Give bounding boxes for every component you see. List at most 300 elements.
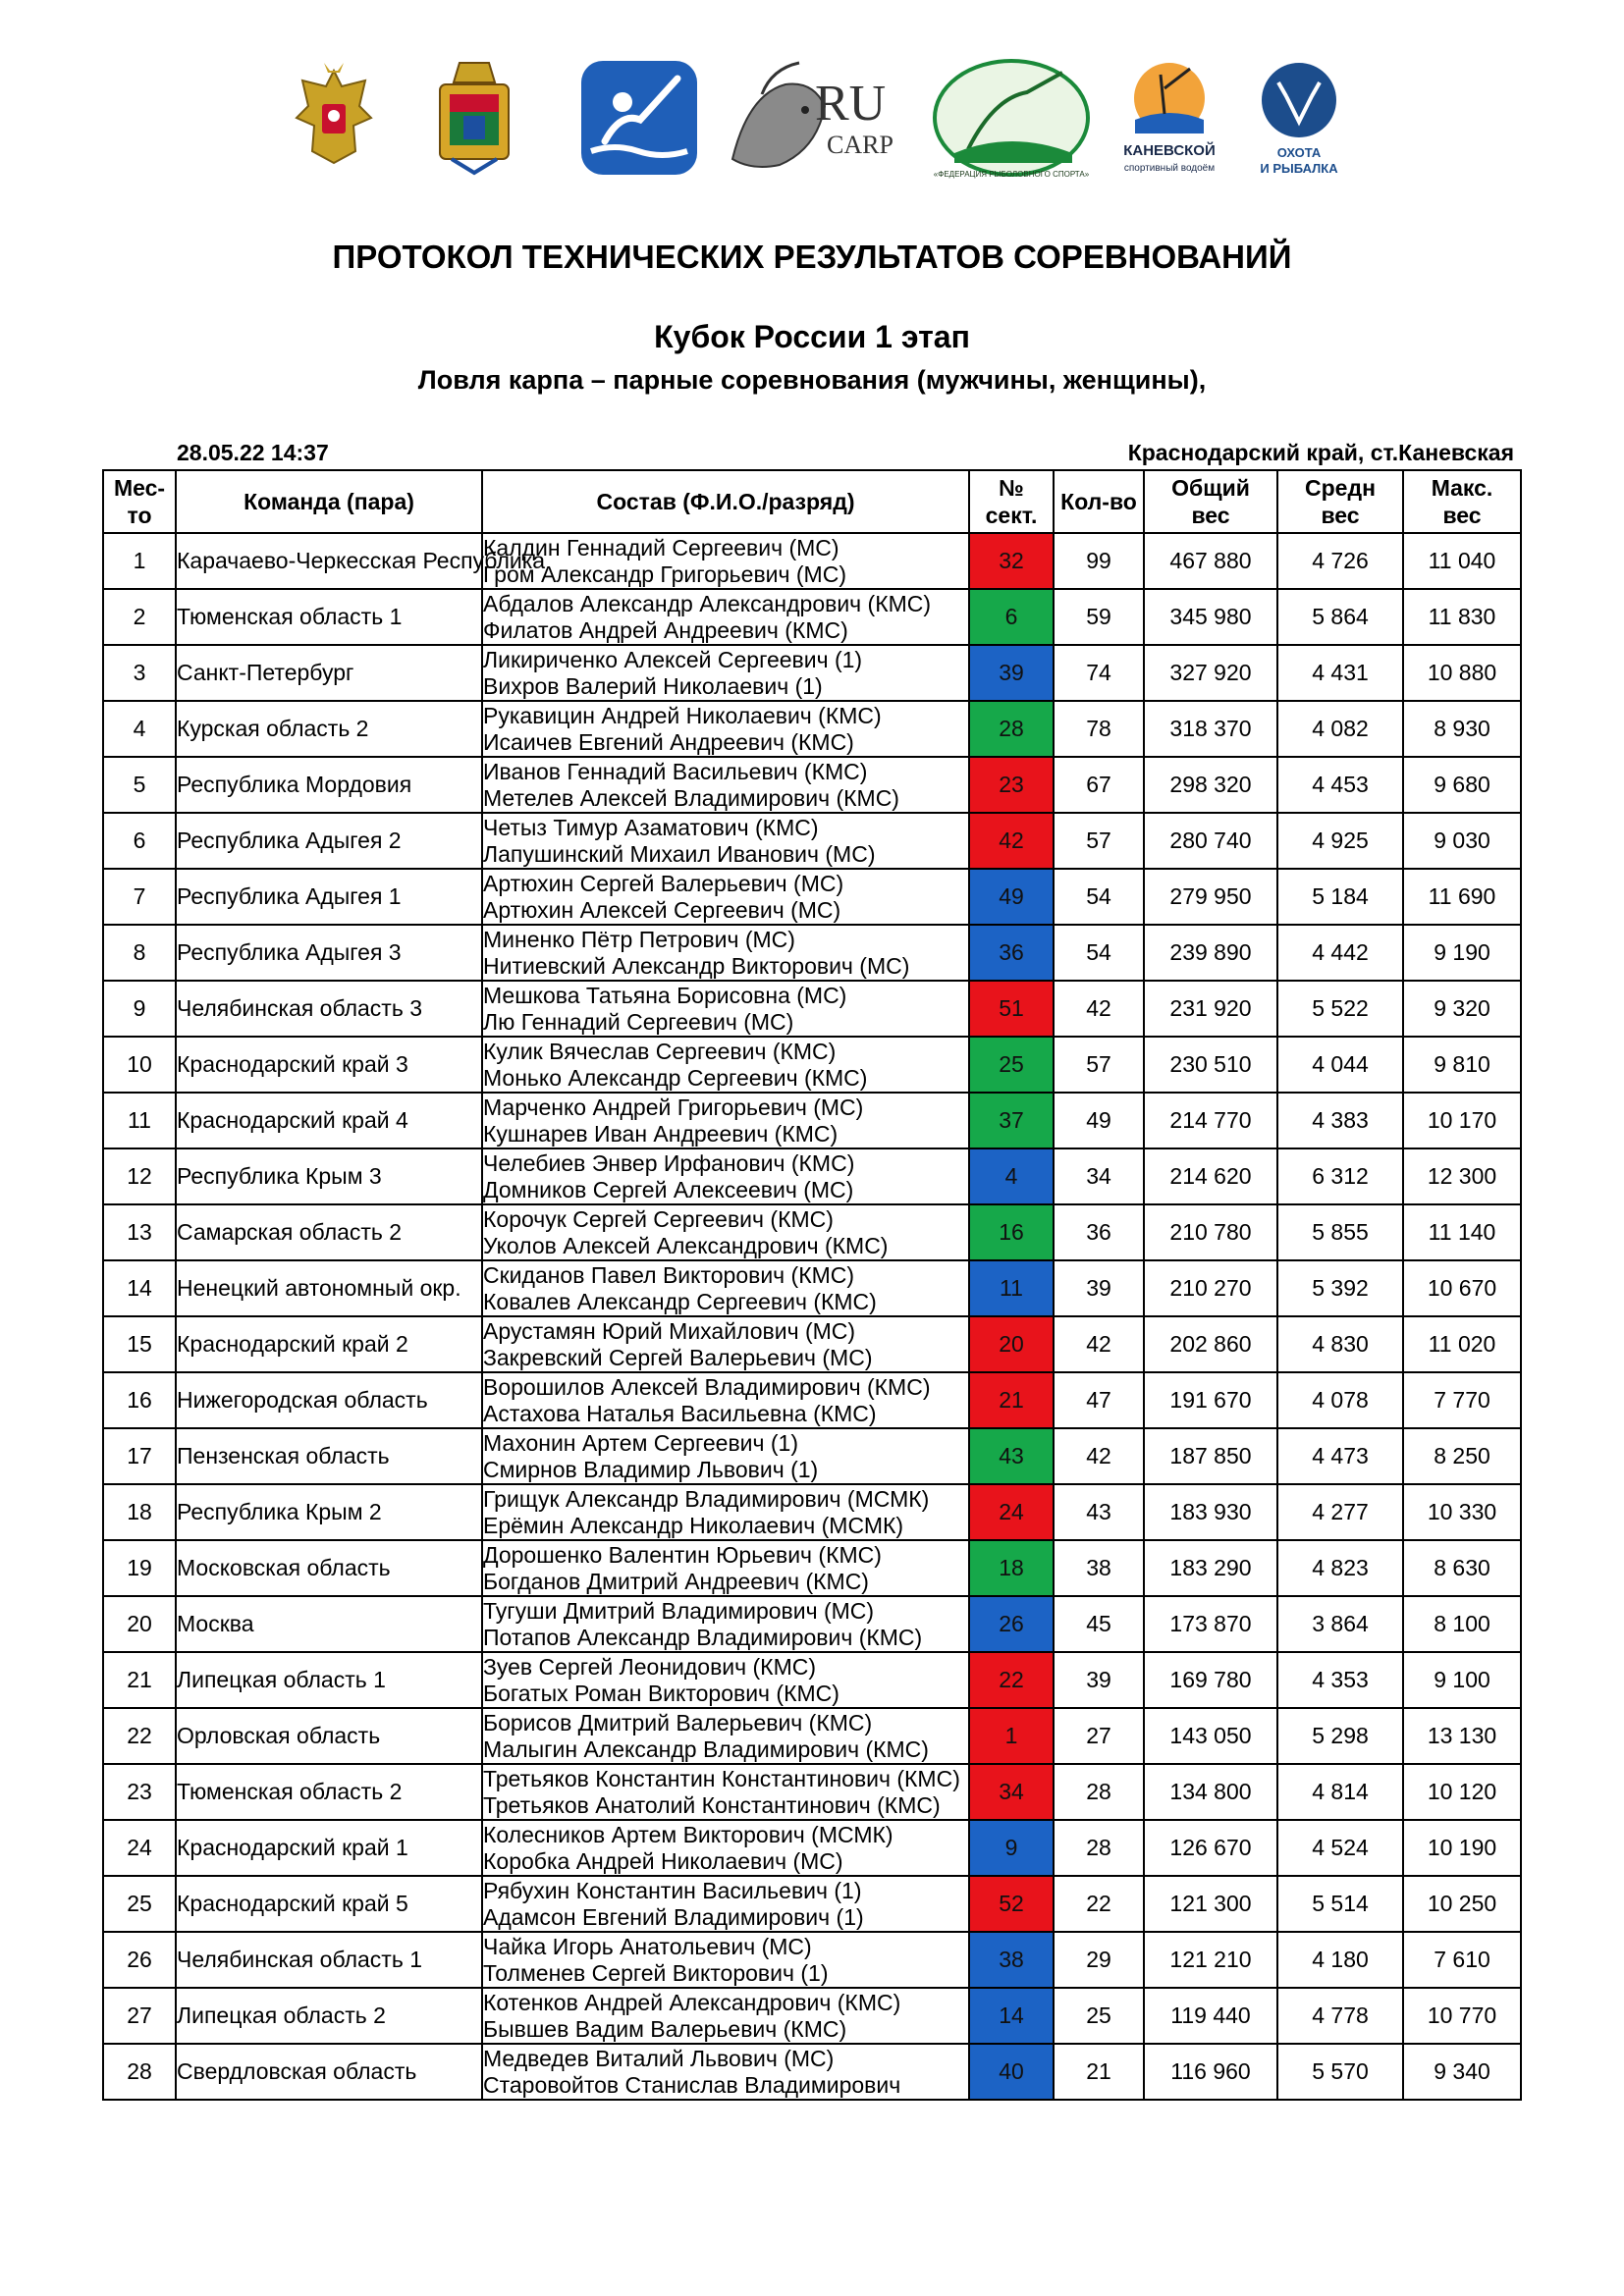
cell-team: Челябинская область 3: [176, 981, 482, 1037]
hunting-title: ОХОТА: [1276, 145, 1322, 160]
cell-max-weight: 7 770: [1403, 1372, 1521, 1428]
cell-avg-weight: 5 514: [1277, 1876, 1403, 1932]
cell-total-weight: 298 320: [1144, 757, 1277, 813]
cell-count: 36: [1054, 1204, 1144, 1260]
table-row: [103, 1037, 1521, 1093]
cell-sector: 40: [969, 2044, 1054, 2100]
cell-max-weight: 11 140: [1403, 1204, 1521, 1260]
cell-count: 78: [1054, 701, 1144, 757]
member-1: Колесников Артем Викторович (МСМК): [483, 1821, 893, 1847]
cell-place: 8: [103, 925, 176, 981]
federation-logo: [925, 55, 1098, 183]
table-row: [103, 1093, 1521, 1148]
cell-total-weight: 280 740: [1144, 813, 1277, 869]
cell-count: 22: [1054, 1876, 1144, 1932]
cell-members: [482, 1484, 969, 1540]
cell-max-weight: 12 300: [1403, 1148, 1521, 1204]
cell-total-weight: 191 670: [1144, 1372, 1277, 1428]
cell-avg-weight: 4 524: [1277, 1820, 1403, 1876]
cell-count: 21: [1054, 2044, 1144, 2100]
table-row: [103, 1988, 1521, 2044]
cell-count: 38: [1054, 1540, 1144, 1596]
cell-max-weight: 11 020: [1403, 1316, 1521, 1372]
cell-sector: 38: [969, 1932, 1054, 1988]
member-1: Скиданов Павел Викторович (КМС): [483, 1261, 855, 1288]
cell-place: 10: [103, 1037, 176, 1093]
cell-sector: 37: [969, 1093, 1054, 1148]
cell-count: 45: [1054, 1596, 1144, 1652]
cell-avg-weight: 4 044: [1277, 1037, 1403, 1093]
cell-place: 7: [103, 869, 176, 925]
cell-avg-weight: 5 570: [1277, 2044, 1403, 2100]
cell-count: 29: [1054, 1932, 1144, 1988]
cell-place: 22: [103, 1708, 176, 1764]
cell-members: [482, 1652, 969, 1708]
document-title: ПРОТОКОЛ ТЕХНИЧЕСКИХ РЕЗУЛЬТАТОВ СОРЕВНОВАНИЙ: [332, 239, 1292, 275]
hunting-fishing-logo: [1247, 61, 1351, 179]
member-1: Третьяков Константин Константинович (КМС): [483, 1765, 960, 1791]
cell-count: 39: [1054, 1260, 1144, 1316]
cell-sector: 22: [969, 1652, 1054, 1708]
header-sector: № сект.: [969, 470, 1054, 533]
cell-sector: 24: [969, 1484, 1054, 1540]
cell-sector: 52: [969, 1876, 1054, 1932]
cell-members: [482, 981, 969, 1037]
cell-sector: 21: [969, 1372, 1054, 1428]
cell-members: [482, 869, 969, 925]
cell-avg-weight: 4 814: [1277, 1764, 1403, 1820]
member-1: Калдин Геннадий Сергеевич (МС): [483, 534, 839, 561]
cell-place: 18: [103, 1484, 176, 1540]
table-row: [103, 1260, 1521, 1316]
cell-total-weight: 214 770: [1144, 1093, 1277, 1148]
cell-place: 13: [103, 1204, 176, 1260]
member-2: Закревский Сергей Валерьевич (МС): [483, 1344, 873, 1370]
cell-place: 21: [103, 1652, 176, 1708]
member-1: Корочук Сергей Сергеевич (КМС): [483, 1205, 834, 1232]
cell-place: 20: [103, 1596, 176, 1652]
cell-max-weight: 11 040: [1403, 533, 1521, 589]
member-1: Зуев Сергей Леонидович (КМС): [483, 1653, 817, 1680]
cell-avg-weight: 4 473: [1277, 1428, 1403, 1484]
member-2: Толменев Сергей Викторович (1): [483, 1959, 829, 1986]
member-2: Филатов Андрей Андреевич (КМС): [483, 616, 848, 643]
member-2: Метелев Алексей Владимирович (КМС): [483, 784, 899, 811]
cell-count: 28: [1054, 1764, 1144, 1820]
kanevskoy-subtitle: спортивный водоём: [1123, 163, 1216, 174]
cell-count: 67: [1054, 757, 1144, 813]
cell-place: 5: [103, 757, 176, 813]
cell-count: 54: [1054, 925, 1144, 981]
cell-place: 16: [103, 1372, 176, 1428]
cell-sector: 51: [969, 981, 1054, 1037]
member-1: Дорошенко Валентин Юрьевич (КМС): [483, 1541, 882, 1568]
cell-sector: 20: [969, 1316, 1054, 1372]
kanevskoy-logo: [1115, 61, 1223, 179]
cell-avg-weight: 5 392: [1277, 1260, 1403, 1316]
cell-sector: 16: [969, 1204, 1054, 1260]
cell-team: Тюменская область 2: [176, 1764, 482, 1820]
cell-sector: 23: [969, 757, 1054, 813]
cell-total-weight: 121 300: [1144, 1876, 1277, 1932]
table-row: [103, 1820, 1521, 1876]
cell-total-weight: 169 780: [1144, 1652, 1277, 1708]
cell-count: 49: [1054, 1093, 1144, 1148]
cell-team: Санкт-Петербург: [176, 645, 482, 701]
member-2: Домников Сергей Алексеевич (МС): [483, 1176, 854, 1202]
cell-team: Нижегородская область: [176, 1372, 482, 1428]
cell-sector: 9: [969, 1820, 1054, 1876]
cell-avg-weight: 5 184: [1277, 869, 1403, 925]
cell-sector: 11: [969, 1260, 1054, 1316]
cell-place: 3: [103, 645, 176, 701]
cell-avg-weight: 4 277: [1277, 1484, 1403, 1540]
cell-team: Московская область: [176, 1540, 482, 1596]
cell-place: 25: [103, 1876, 176, 1932]
cell-team: Карачаево-Черкесская Республика: [176, 533, 482, 589]
cell-total-weight: 126 670: [1144, 1820, 1277, 1876]
cell-team: Тюменская область 1: [176, 589, 482, 645]
member-1: Рябухин Константин Васильевич (1): [483, 1877, 862, 1903]
member-1: Мешкова Татьяна Борисовна (МС): [483, 982, 847, 1008]
cell-sector: 6: [969, 589, 1054, 645]
member-2: Ерёмин Александр Николаевич (МСМК): [483, 1512, 904, 1538]
cell-members: [482, 701, 969, 757]
header-avg-weight: Средн вес: [1277, 470, 1403, 533]
table-row: [103, 813, 1521, 869]
cell-place: 9: [103, 981, 176, 1037]
member-1: Грищук Александр Владимирович (МСМК): [483, 1485, 930, 1512]
cell-avg-weight: 5 298: [1277, 1708, 1403, 1764]
cell-total-weight: 327 920: [1144, 645, 1277, 701]
table-row: [103, 701, 1521, 757]
cell-total-weight: 467 880: [1144, 533, 1277, 589]
cell-max-weight: 7 610: [1403, 1932, 1521, 1988]
cell-team: Краснодарский край 5: [176, 1876, 482, 1932]
cell-team: Липецкая область 2: [176, 1988, 482, 2044]
cell-team: Краснодарский край 1: [176, 1820, 482, 1876]
member-2: Нитиевский Александр Викторович (МС): [483, 952, 910, 979]
cell-team: Республика Крым 2: [176, 1484, 482, 1540]
cell-members: [482, 1428, 969, 1484]
cell-team: Краснодарский край 4: [176, 1093, 482, 1148]
cell-team: Краснодарский край 2: [176, 1316, 482, 1372]
cell-total-weight: 173 870: [1144, 1596, 1277, 1652]
cell-sector: 32: [969, 533, 1054, 589]
cell-count: 57: [1054, 1037, 1144, 1093]
member-2: Бывшев Вадим Валерьевич (КМС): [483, 2015, 847, 2042]
table-header-row: [103, 470, 1521, 533]
header-team: Команда (пара): [176, 470, 482, 533]
rucarp-bottom-text: CARP: [827, 131, 893, 159]
cell-max-weight: 10 120: [1403, 1764, 1521, 1820]
cell-place: 15: [103, 1316, 176, 1372]
member-2: Лю Геннадий Сергеевич (МС): [483, 1008, 794, 1035]
cell-count: 39: [1054, 1652, 1144, 1708]
cell-members: [482, 1148, 969, 1204]
cell-max-weight: 10 880: [1403, 645, 1521, 701]
member-2: Адамсон Евгений Владимирович (1): [483, 1903, 864, 1930]
fishing-sport-logo: [581, 61, 697, 175]
member-1: Марченко Андрей Григорьевич (МС): [483, 1094, 864, 1120]
cell-team: Липецкая область 1: [176, 1652, 482, 1708]
cell-team: Республика Адыгея 1: [176, 869, 482, 925]
member-1: Арустамян Юрий Михайлович (МС): [483, 1317, 856, 1344]
member-2: Гром Александр Григорьевич (МС): [483, 561, 846, 587]
cell-avg-weight: 5 855: [1277, 1204, 1403, 1260]
cell-count: 25: [1054, 1988, 1144, 2044]
cell-max-weight: 10 170: [1403, 1093, 1521, 1148]
cell-count: 43: [1054, 1484, 1144, 1540]
member-2: Ковалев Александр Сергеевич (КМС): [483, 1288, 877, 1314]
cell-members: [482, 1932, 969, 1988]
rucarp-logo: [723, 55, 895, 183]
member-1: Чайка Игорь Анатольевич (МС): [483, 1933, 812, 1959]
cell-avg-weight: 4 442: [1277, 925, 1403, 981]
table-row: [103, 1484, 1521, 1540]
cell-count: 57: [1054, 813, 1144, 869]
cell-total-weight: 279 950: [1144, 869, 1277, 925]
cell-place: 14: [103, 1260, 176, 1316]
cell-place: 19: [103, 1540, 176, 1596]
member-1: Тугуши Дмитрий Владимирович (МС): [483, 1597, 875, 1624]
cell-max-weight: 9 680: [1403, 757, 1521, 813]
cell-count: 74: [1054, 645, 1144, 701]
cell-total-weight: 231 920: [1144, 981, 1277, 1037]
table-row: [103, 925, 1521, 981]
cell-members: [482, 813, 969, 869]
member-1: Кулик Вячеслав Сергеевич (КМС): [483, 1038, 837, 1064]
table-row: [103, 981, 1521, 1037]
cell-count: 34: [1054, 1148, 1144, 1204]
cell-place: 12: [103, 1148, 176, 1204]
member-1: Медведев Виталий Львович (МС): [483, 2045, 835, 2071]
federation-text: «ФЕДЕРАЦИЯ РЫБОЛОВНОГО СПОРТА»: [933, 170, 1090, 179]
cell-members: [482, 757, 969, 813]
rucarp-top-text: RU: [815, 76, 887, 132]
cell-max-weight: 8 930: [1403, 701, 1521, 757]
cell-avg-weight: 4 925: [1277, 813, 1403, 869]
cell-place: 6: [103, 813, 176, 869]
cell-total-weight: 318 370: [1144, 701, 1277, 757]
member-2: Богатых Роман Викторович (КМС): [483, 1680, 839, 1706]
cell-count: 47: [1054, 1372, 1144, 1428]
cell-max-weight: 9 810: [1403, 1037, 1521, 1093]
cell-sector: 34: [969, 1764, 1054, 1820]
cell-members: [482, 1093, 969, 1148]
table-row: [103, 1428, 1521, 1484]
cell-place: 28: [103, 2044, 176, 2100]
cell-avg-weight: 4 823: [1277, 1540, 1403, 1596]
cell-members: [482, 1988, 969, 2044]
cell-sector: 36: [969, 925, 1054, 981]
cell-sector: 14: [969, 1988, 1054, 2044]
table-row: [103, 2044, 1521, 2100]
cell-members: [482, 645, 969, 701]
table-row: [103, 1204, 1521, 1260]
cell-team: Краснодарский край 3: [176, 1037, 482, 1093]
cell-total-weight: 119 440: [1144, 1988, 1277, 2044]
cell-team: Республика Адыгея 3: [176, 925, 482, 981]
cell-sector: 1: [969, 1708, 1054, 1764]
member-1: Борисов Дмитрий Валерьевич (КМС): [483, 1709, 873, 1735]
table-row: [103, 1148, 1521, 1204]
cell-count: 42: [1054, 981, 1144, 1037]
table-row: [103, 1876, 1521, 1932]
member-1: Миненко Пётр Петрович (МС): [483, 926, 795, 952]
member-1: Иванов Геннадий Васильевич (КМС): [483, 758, 868, 784]
cell-place: 23: [103, 1764, 176, 1820]
cell-sector: 25: [969, 1037, 1054, 1093]
member-1: Абдалов Александр Александрович (КМС): [483, 590, 932, 616]
member-2: Потапов Александр Владимирович (КМС): [483, 1624, 923, 1650]
cell-total-weight: 183 290: [1144, 1540, 1277, 1596]
table-row: [103, 645, 1521, 701]
cell-avg-weight: 4 431: [1277, 645, 1403, 701]
russia-coat-of-arms-logo: [295, 61, 373, 175]
cell-max-weight: 10 330: [1403, 1484, 1521, 1540]
cell-team: Орловская область: [176, 1708, 482, 1764]
cell-members: [482, 1596, 969, 1652]
member-2: Астахова Наталья Васильевна (КМС): [483, 1400, 877, 1426]
cell-team: Москва: [176, 1596, 482, 1652]
member-2: Уколов Алексей Александрович (КМС): [483, 1232, 889, 1258]
results-table: [102, 469, 1522, 2101]
cell-total-weight: 230 510: [1144, 1037, 1277, 1093]
cell-sector: 18: [969, 1540, 1054, 1596]
cell-sector: 26: [969, 1596, 1054, 1652]
cell-total-weight: 214 620: [1144, 1148, 1277, 1204]
member-2: Старовойтов Станислав Владимирович: [483, 2071, 901, 2098]
cell-max-weight: 10 190: [1403, 1820, 1521, 1876]
cell-team: Пензенская область: [176, 1428, 482, 1484]
cell-avg-weight: 4 830: [1277, 1316, 1403, 1372]
cell-max-weight: 10 250: [1403, 1876, 1521, 1932]
header-total-weight: Общий вес: [1144, 470, 1277, 533]
cell-members: [482, 1204, 969, 1260]
cell-members: [482, 1540, 969, 1596]
cell-sector: 4: [969, 1148, 1054, 1204]
cell-total-weight: 210 780: [1144, 1204, 1277, 1260]
cell-members: [482, 1820, 969, 1876]
cell-avg-weight: 4 383: [1277, 1093, 1403, 1148]
cell-avg-weight: 5 864: [1277, 589, 1403, 645]
cell-avg-weight: 4 353: [1277, 1652, 1403, 1708]
table-row: [103, 1596, 1521, 1652]
table-row: [103, 1764, 1521, 1820]
logos-row: [295, 55, 1355, 183]
cell-total-weight: 183 930: [1144, 1484, 1277, 1540]
cell-place: 4: [103, 701, 176, 757]
cell-total-weight: 345 980: [1144, 589, 1277, 645]
cell-total-weight: 134 800: [1144, 1764, 1277, 1820]
cell-sector: 39: [969, 645, 1054, 701]
cell-avg-weight: 4 726: [1277, 533, 1403, 589]
member-1: Котенков Андрей Александрович (КМС): [483, 1989, 901, 2015]
cell-members: [482, 1876, 969, 1932]
cell-max-weight: 9 320: [1403, 981, 1521, 1037]
table-row: [103, 869, 1521, 925]
cell-total-weight: 202 860: [1144, 1316, 1277, 1372]
cell-avg-weight: 4 778: [1277, 1988, 1403, 2044]
cell-members: [482, 1260, 969, 1316]
member-2: Коробка Андрей Николаевич (МС): [483, 1847, 843, 1874]
discipline-title: Ловля карпа – парные соревнования (мужчины, женщины),: [417, 365, 1207, 395]
member-2: Смирнов Владимир Львович (1): [483, 1456, 819, 1482]
table-row: [103, 589, 1521, 645]
cell-avg-weight: 6 312: [1277, 1148, 1403, 1204]
member-1: Челебиев Энвер Ирфанович (КМС): [483, 1149, 855, 1176]
header-members: Состав (Ф.И.О./разряд): [482, 470, 969, 533]
cell-members: [482, 1764, 969, 1820]
cell-max-weight: 9 340: [1403, 2044, 1521, 2100]
cell-count: 42: [1054, 1316, 1144, 1372]
cell-avg-weight: 4 180: [1277, 1932, 1403, 1988]
cell-sector: 49: [969, 869, 1054, 925]
cell-members: [482, 2044, 969, 2100]
cell-max-weight: 11 830: [1403, 589, 1521, 645]
cell-max-weight: 8 250: [1403, 1428, 1521, 1484]
datetime: 28.05.22 14:37: [177, 440, 329, 465]
cell-max-weight: 10 670: [1403, 1260, 1521, 1316]
table-row: [103, 533, 1521, 589]
cell-max-weight: 8 100: [1403, 1596, 1521, 1652]
cell-team: Курская область 2: [176, 701, 482, 757]
cell-max-weight: 9 030: [1403, 813, 1521, 869]
cell-avg-weight: 5 522: [1277, 981, 1403, 1037]
cell-count: 28: [1054, 1820, 1144, 1876]
cell-members: [482, 1316, 969, 1372]
cell-max-weight: 9 190: [1403, 925, 1521, 981]
kanevskoy-title: КАНЕВСКОЙ: [1123, 142, 1216, 159]
cell-team: Челябинская область 1: [176, 1932, 482, 1988]
cell-place: 17: [103, 1428, 176, 1484]
table-row: [103, 1316, 1521, 1372]
cell-members: [482, 925, 969, 981]
member-2: Кушнарев Иван Андреевич (КМС): [483, 1120, 839, 1147]
cell-total-weight: 121 210: [1144, 1932, 1277, 1988]
header-place: Мес- то: [103, 470, 176, 533]
header-max-weight: Макс. вес: [1403, 470, 1521, 533]
cell-team: Республика Мордовия: [176, 757, 482, 813]
cell-total-weight: 239 890: [1144, 925, 1277, 981]
cell-avg-weight: 4 082: [1277, 701, 1403, 757]
member-2: Богданов Дмитрий Андреевич (КМС): [483, 1568, 869, 1594]
cell-count: 54: [1054, 869, 1144, 925]
cell-team: Самарская область 2: [176, 1204, 482, 1260]
cell-sector: 43: [969, 1428, 1054, 1484]
member-2: Малыгин Александр Владимирович (КМС): [483, 1735, 929, 1762]
cell-members: [482, 589, 969, 645]
header-count: Кол-во: [1054, 470, 1144, 533]
document-subtitle: Кубок России 1 этап: [654, 319, 970, 354]
cell-avg-weight: 4 078: [1277, 1372, 1403, 1428]
cell-place: 24: [103, 1820, 176, 1876]
cell-count: 27: [1054, 1708, 1144, 1764]
member-1: Рукавицин Андрей Николаевич (КМС): [483, 702, 882, 728]
member-2: Исаичев Евгений Андреевич (КМС): [483, 728, 854, 755]
cell-count: 59: [1054, 589, 1144, 645]
member-2: Вихров Валерий Николаевич (1): [483, 672, 823, 699]
location: Краснодарский край, ст.Каневская: [1127, 440, 1514, 465]
table-row: [103, 1372, 1521, 1428]
cell-members: [482, 1708, 969, 1764]
cell-members: [482, 1372, 969, 1428]
cell-place: 1: [103, 533, 176, 589]
cell-total-weight: 143 050: [1144, 1708, 1277, 1764]
table-row: [103, 757, 1521, 813]
member-1: Артюхин Сергей Валерьевич (МС): [483, 870, 844, 896]
